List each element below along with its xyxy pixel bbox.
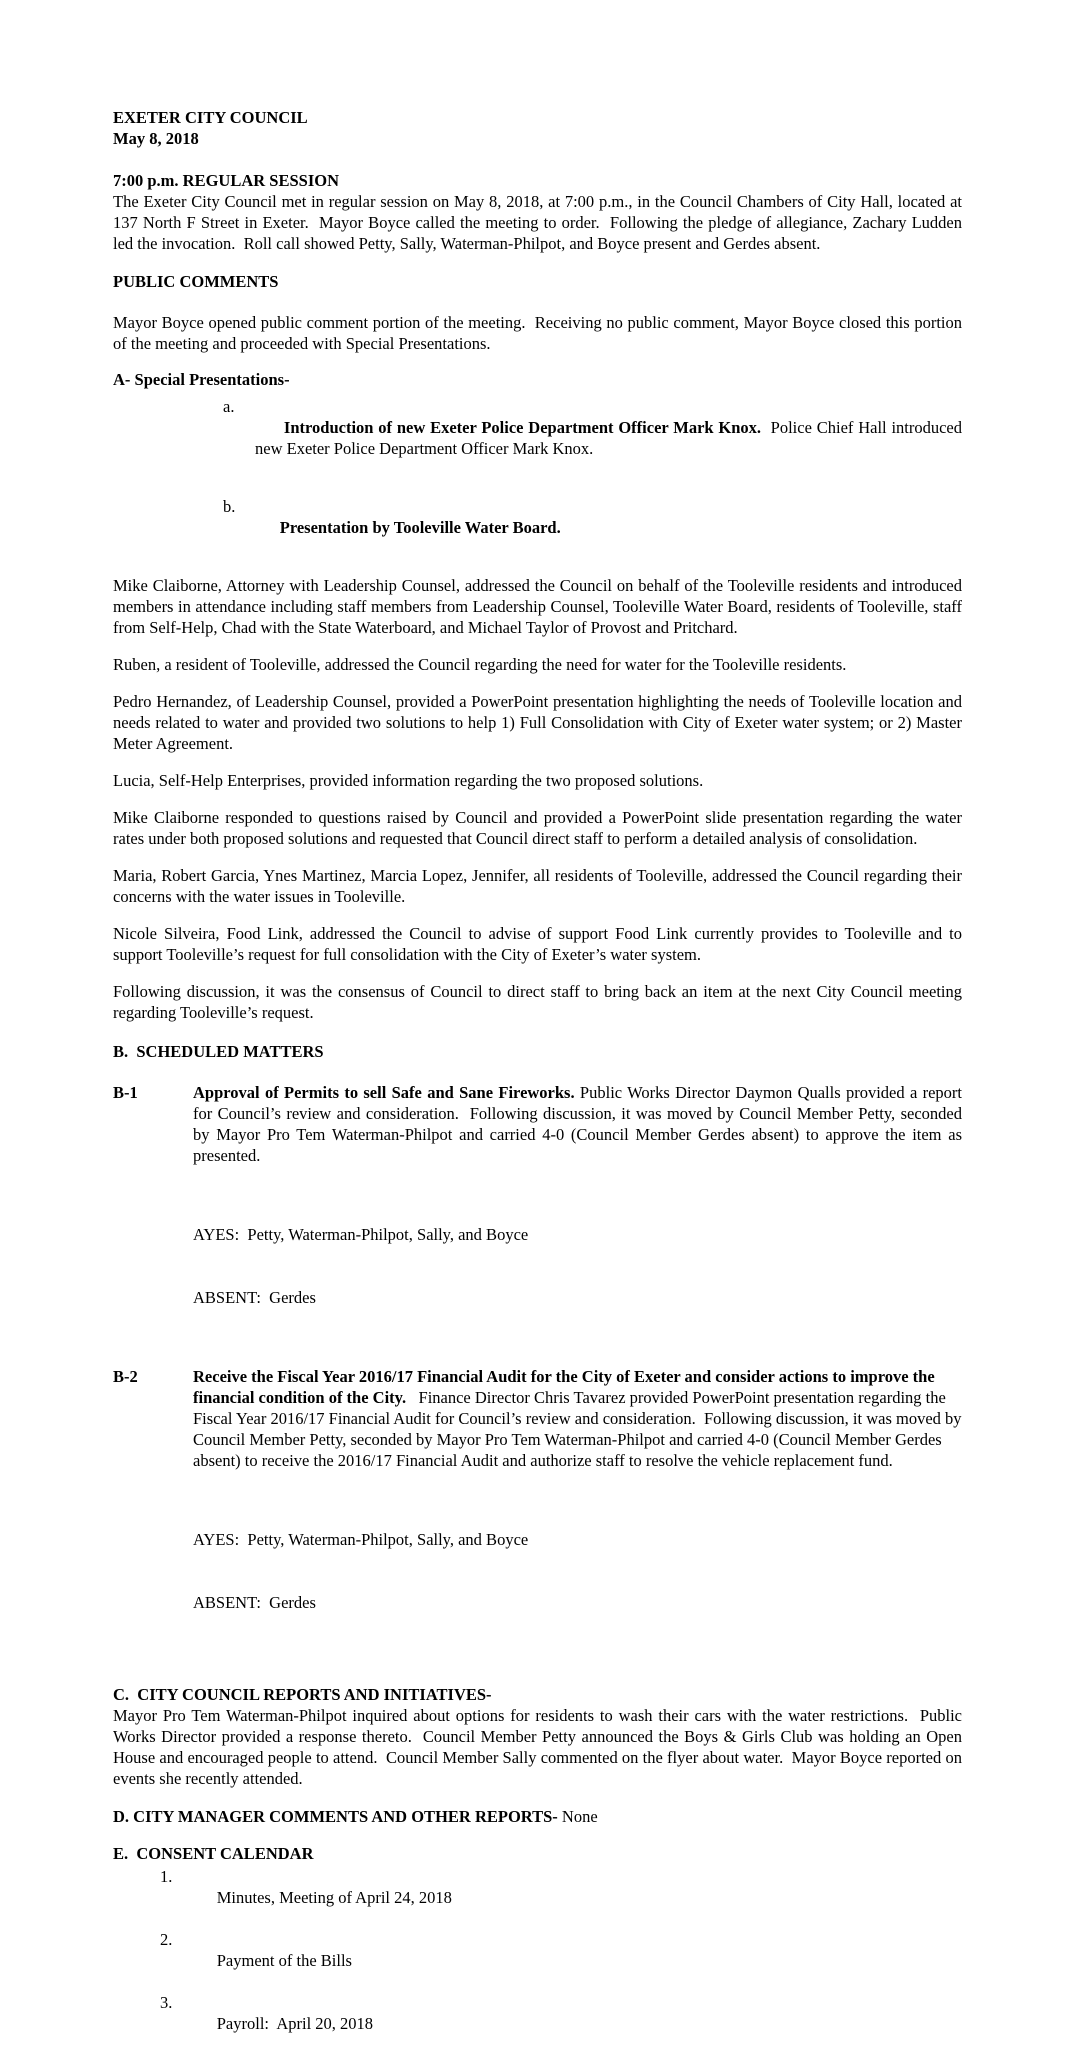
item-body xyxy=(193,1082,967,1166)
document-content xyxy=(113,107,967,2055)
item-title: Introduction of new Exeter Police Department Officer Mark Knox. xyxy=(283,418,762,437)
list-marker: 3. xyxy=(160,1993,173,2012)
special-presentations-heading: A- Special Presentations- xyxy=(113,370,290,389)
item-number: B-1 xyxy=(113,1083,138,1102)
body-paragraph: Lucia, Self-Help Enterprises, provided information regarding the two proposed solutions. xyxy=(113,771,704,790)
session-paragraph: The Exeter City Council met in regular session on May 8, 2018, at 7:00 p.m., in the Council Chambers of City Hall, located at 137 North F Street in Exeter. Mayor Boyce called the meeting to order. Following the pledge of allegiance, Zachary Ludden led the invocation. Roll call showed Petty, Sally, Waterman-Philpot, and Boyce present and Gerdes absent. xyxy=(113,192,967,253)
city-manager-line xyxy=(113,1806,962,1827)
session-heading: 7:00 p.m. REGULAR SESSION xyxy=(113,171,340,190)
body-paragraph: Ruben, a resident of Tooleville, addressed the Council regarding the need for water for the Tooleville residents. xyxy=(113,655,847,674)
item-number: B-2 xyxy=(113,1367,138,1386)
special-presentation-item-b xyxy=(113,496,962,559)
scheduled-item-b2 xyxy=(113,1366,966,1471)
absent-line: ABSENT: Gerdes xyxy=(193,1593,316,1612)
list-marker: 1. xyxy=(160,1867,173,1886)
scheduled-item-b1 xyxy=(113,1082,967,1166)
consent-item xyxy=(113,1929,962,1992)
public-comments-paragraph: Mayor Boyce opened public comment portion of the meeting. Receiving no public comment, Mayor Boyce closed this portion of the meeting and proceeded with Special Presentations. xyxy=(113,313,967,353)
meeting-date: May 8, 2018 xyxy=(113,129,199,148)
scheduled-matters-heading: B. SCHEDULED MATTERS xyxy=(113,1042,324,1061)
item-body xyxy=(193,1366,966,1471)
consent-item xyxy=(113,1866,962,1929)
consent-calendar-heading: E. CONSENT CALENDAR xyxy=(113,1844,314,1863)
item-title: Approval of Permits to sell Safe and Sane Fireworks. xyxy=(193,1083,575,1102)
org-title: EXETER CITY COUNCIL xyxy=(113,108,308,127)
item-text: Minutes, Meeting of April 24, 2018 xyxy=(216,1888,452,1907)
city-manager-note: None xyxy=(557,1807,598,1826)
ayes-line: AYES: Petty, Waterman-Philpot, Sally, and Boyce xyxy=(193,1530,529,1549)
list-marker: b. xyxy=(223,497,236,516)
body-paragraph: Pedro Hernandez, of Leadership Counsel, provided a PowerPoint presentation highlighting the needs of Tooleville location and needs related to water and provided two solutions to help 1) Full Consolidation with City of Exeter water system; or 2) Master Meter Agreement. xyxy=(113,692,967,753)
item-text: Public Works Director Daymon Qualls provided a report for Council’s review and consideration. Following discussion, it was moved by Council Member Petty, seconded by Mayor Pro Tem Waterman-Philpot and carried 4-0 (Council Member Gerdes absent) to approve the item as presented. xyxy=(193,1083,967,1165)
consent-item xyxy=(113,1992,962,2055)
public-comments-heading: PUBLIC COMMENTS xyxy=(113,272,279,291)
item-title: Presentation by Tooleville Water Board. xyxy=(279,518,561,537)
body-paragraph: Mike Claiborne, Attorney with Leadership Counsel, addressed the Council on behalf of the Tooleville residents and introduced members in attendance including staff members from Leadership Counsel, Tooleville Water Board, residents of Tooleville, staff from Self-Help, Chad with the State Waterboard, and Michael Taylor of Provost and Pritchard. xyxy=(113,576,967,637)
item-text: Police Chief Hall introduced new Exeter Police Department Officer Mark Knox. xyxy=(255,418,967,458)
body-paragraph: Nicole Silveira, Food Link, addressed the Council to advise of support Food Link currently provides to Tooleville and to support Tooleville’s request for full consolidation with the City of Exeter’s water system. xyxy=(113,924,967,964)
list-marker: a. xyxy=(223,397,235,416)
vote-record-b1 xyxy=(113,1182,962,1350)
item-text: Finance Director Chris Tavarez provided PowerPoint presentation regarding the Fiscal Year 2016/17 Financial Audit for Council’s review and consideration. Following discussion, it was moved by Council Member Petty, seconded by Mayor Pro Tem Waterman-Philpot and carried 4-0 (Council Member Gerdes absent) to receive the 2016/17 Financial Audit and authorize staff to resolve the vehicle replacement fund. xyxy=(193,1388,966,1470)
ayes-line: AYES: Petty, Waterman-Philpot, Sally, and Boyce xyxy=(193,1225,529,1244)
council-reports-paragraph: Mayor Pro Tem Waterman-Philpot inquired about options for residents to wash their cars with the water restrictions. Public Works Director provided a response thereto. Council Member Petty announced the Boys & Girls Club was holding an Open House and encouraged people to attend. Council Member Sally commented on the flyer about water. Mayor Boyce reported on events she recently attended. xyxy=(113,1706,967,1788)
list-marker: 2. xyxy=(160,1930,173,1949)
body-paragraph: Maria, Robert Garcia, Ynes Martinez, Marcia Lopez, Jennifer, all residents of Tooleville, addressed the Council regarding their concerns with the water issues in Tooleville. xyxy=(113,866,967,906)
body-paragraph: Following discussion, it was the consensus of Council to direct staff to bring back an item at the next City Council meeting regarding Tooleville’s request. xyxy=(113,982,967,1022)
document-header xyxy=(113,107,962,149)
vote-record-b2 xyxy=(113,1487,962,1655)
absent-line: ABSENT: Gerdes xyxy=(193,1288,316,1307)
item-text: Payroll: April 20, 2018 xyxy=(216,2014,374,2033)
item-title: Receive the Fiscal Year 2016/17 Financial Audit for the City of Exeter and consider actions to improve the financial condition of the City. xyxy=(193,1367,939,1407)
special-presentation-item-a xyxy=(113,396,967,480)
council-reports-heading: C. CITY COUNCIL REPORTS AND INITIATIVES- xyxy=(113,1685,492,1704)
city-manager-heading: D. CITY MANAGER COMMENTS AND OTHER REPORTS- xyxy=(113,1807,558,1826)
body-paragraph: Mike Claiborne responded to questions raised by Council and provided a PowerPoint slide presentation regarding the water rates under both proposed solutions and requested that Council direct staff to perform a detailed analysis of consolidation. xyxy=(113,808,967,848)
item-text: Payment of the Bills xyxy=(216,1951,352,1970)
